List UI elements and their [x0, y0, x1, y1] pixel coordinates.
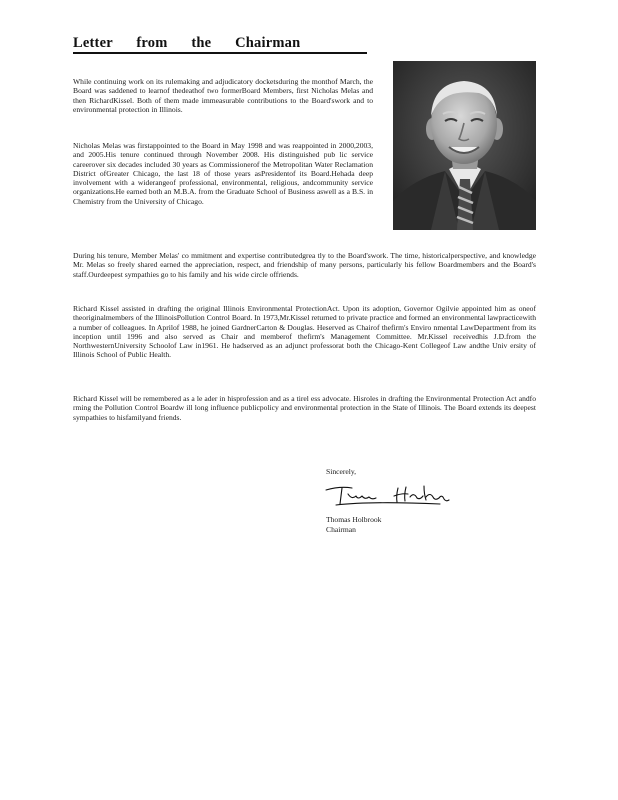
chairman-portrait-photo: [393, 61, 536, 230]
signer-title: Chairman: [326, 525, 356, 534]
paragraph-melas-bio: Nicholas Melas was firstappointed to the Board in May 1998 and was reappointed in 2000,2003, and 2005.His tenure continued through November 2008. His distinguished pub lic service careerover six decades included 30 years as Commissionerof the Metropolitan Water Reclamation District ofGreater Chicago, the last 18 of those years asPresidentof its Board.Hehada deep involvement with a widerangeof professional, environmental, religious, andcommunity service organizations.He earned both an M.B.A. from the Graduate School of Business aswell as a B.S. in Chemistry from the University of Chicago.: [73, 141, 373, 206]
page-title: Letter from the Chairman: [73, 35, 301, 51]
title-underline: [73, 52, 367, 54]
closing-salutation: Sincerely,: [326, 467, 357, 476]
handwritten-signature: [322, 478, 452, 512]
paragraph-kissel-tribute: Richard Kissel will be remembered as a le ader in hisprofession and as a tirel ess advocate. Hisroles in drafting the Environmental Protection Act andfo rming the Pollution Control Boardw ill long influence publicpolicy and environmental protection in the State of Illinois. The Board extends its deepest sympathies to hisfamilyand friends.: [73, 394, 536, 422]
signer-name: Thomas Holbrook: [326, 515, 382, 524]
paragraph-melas-tribute: During his tenure, Member Melas' co mmitment and expertise contributedgrea tly to the Board'swork. The time, historicalperspective, and knowledge Mr. Melas so freely shared earned the appreciation, respect, and friendship of many persons, particularly his fellow Boardmembers and the Board's staff.Ourdeepest sympathies go to his family and his wide circle offriends.: [73, 251, 536, 279]
paragraph-intro: While continuing work on its rulemaking and adjudicatory docketsduring the monthof March, the Board was saddened to learnof thedeathof two formerBoard Members, first Nicholas Melas and then RichardKissel. Both of them made immeasurable contributions to the Board'swork and to environmental protection in Illinois.: [73, 77, 373, 114]
paragraph-kissel-bio: Richard Kissel assisted in drafting the original Illinois Environmental ProtectionAct. Upon its adoption, Governor Ogilvie appointed him as oneof theoriginalmembers of the IllinoisPollution Control Board. In 1973,Mr.Kissel returned to private practice and formed an environmental lawpracticewith a number of colleagues. In Aprilof 1988, he joined GardnerCarton & Douglas. Heserved as Chairof thefirm's Enviro nmental LawDepartment from its inception until 1996 and also served as Chair and memberof thefirm's Management Committee. Mr.Kissel receivedhis J.D.from the NorthwesternUniversity Schoolof Law in1961. He hadserved as an adjunct professorat both the Chicago-Kent Collegeof Law andthe Univ ersity of Illinois School of Public Health.: [73, 304, 536, 360]
